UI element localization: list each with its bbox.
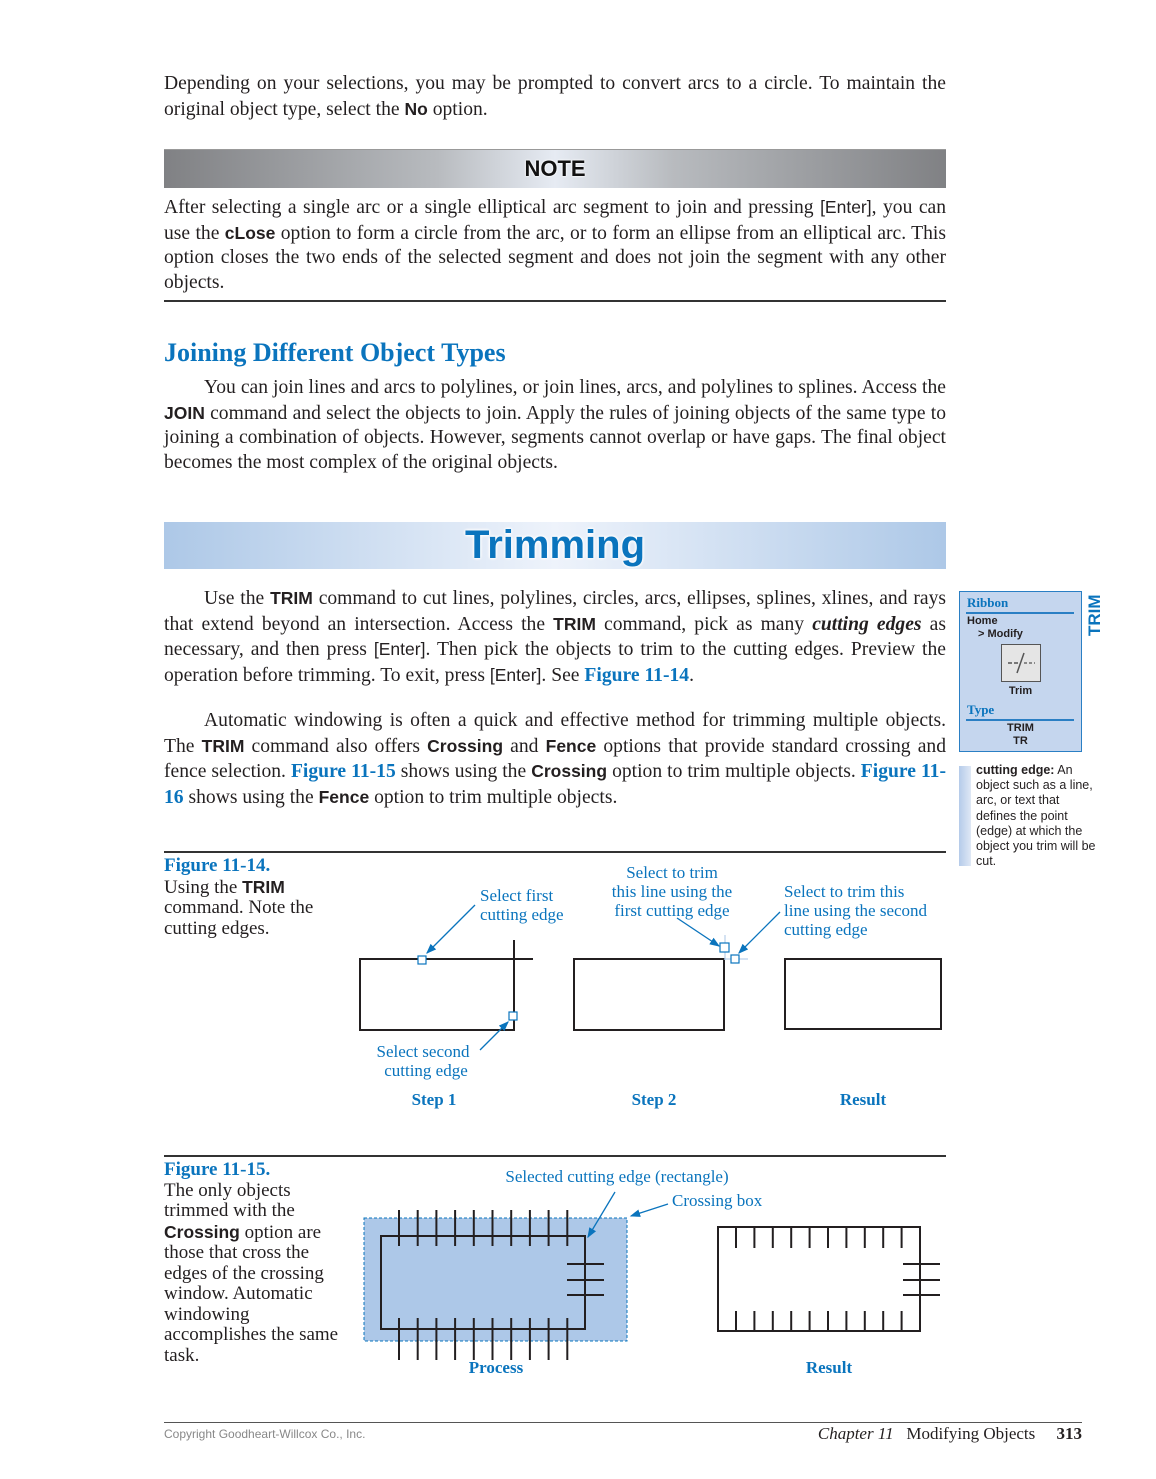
text-run: After selecting a single arc or a single elliptical arc segment to join and pressing <box>164 197 821 218</box>
text-run: Automatic windowing is often a quick and effective method for trimming multiple objects. The <box>164 710 946 757</box>
callout-crossing-box: Crossing box <box>672 1191 763 1210</box>
key-name: [Enter] <box>373 639 426 659</box>
step2-rectangle <box>574 959 724 1030</box>
command-name: TRIM <box>270 588 313 608</box>
page-number: 313 <box>1056 1424 1082 1443</box>
text-run: The only objects trimmed with the <box>164 1179 295 1221</box>
copyright: Copyright Goodheart-Willcox Co., Inc. <box>164 1427 366 1441</box>
text-run: , you can use the <box>164 197 947 244</box>
definition-text: An object such as a line, arc, or text that defines the point (edge) at which the object you trim will be cut. <box>976 763 1096 869</box>
text-run: Depending on your selections, you may be prompted to convert arcs to a circle. To maintain the original object type, select the <box>164 73 946 120</box>
ribbon-label: Ribbon <box>967 595 1009 610</box>
command-name: Fence <box>318 786 370 807</box>
text-run: as necessary, and then press <box>164 613 946 660</box>
callout-arrow <box>480 1022 508 1050</box>
text-run: . <box>689 664 694 686</box>
type-label: Type <box>967 702 995 717</box>
definition-term: cutting edge: <box>976 763 1055 777</box>
text-run: options that provide standard crossing and fence selection. <box>164 735 946 782</box>
pickbox <box>418 956 426 964</box>
figure-number: Figure 11-15. <box>164 1159 271 1180</box>
command-alias-trim: TRIM <box>1007 722 1034 734</box>
key-term: cutting edges <box>812 613 922 635</box>
ribbon-panel-modify: > Modify <box>978 628 1023 640</box>
text-run: shows using the <box>183 786 319 808</box>
text-run: Use the <box>204 588 271 609</box>
pickbox <box>720 943 729 952</box>
result-rectangle <box>718 1227 920 1331</box>
pickbox <box>731 955 739 963</box>
text-run: option to trim multiple objects. <box>369 786 618 808</box>
figure-link[interactable]: Figure 11-15 <box>290 761 396 782</box>
command-name: TRIM <box>242 876 285 897</box>
text-run: option are those that cross the edges of the crossing window. Automatic windowing accomplishes the same task. <box>164 1221 339 1366</box>
command-name: Fence <box>545 735 597 756</box>
callout-selected-cutting-edge: Selected cutting edge (rectangle) <box>505 1167 729 1186</box>
callout-arrow <box>677 918 719 946</box>
note-title: NOTE <box>524 156 586 181</box>
step1-label: Step 1 <box>411 1090 457 1109</box>
command-alias-tr: TR <box>1013 735 1028 747</box>
vertical-title-text: TRIM <box>1085 594 1104 636</box>
text-run: option to trim multiple objects. <box>607 761 861 782</box>
text-run: command also offers <box>244 735 428 757</box>
text-run: and <box>503 735 546 757</box>
command-name: JOIN <box>164 402 205 423</box>
figure-link[interactable]: Figure 11-14 <box>584 664 690 686</box>
callout-trim-second: Select to trim this line using the second cutting edge <box>784 882 928 939</box>
ribbon-tab-home: Home <box>967 615 998 627</box>
key-name: [Enter] <box>820 197 872 217</box>
command-name: TRIM <box>201 735 245 756</box>
step2-label: Step 2 <box>631 1090 677 1109</box>
section-heading-joining: Joining Different Object Types <box>164 338 506 367</box>
step1-rectangle <box>360 959 514 1030</box>
text-run: command. Note the cutting edges. <box>164 897 314 939</box>
text-run: shows using the <box>395 761 532 782</box>
callout-arrow <box>739 912 780 953</box>
text-run: . Then pick the objects to trim to the cutting edges. Preview the operation before trimming. To exit, press <box>164 639 946 686</box>
figure-link[interactable]: Figure 11-16 <box>164 761 946 808</box>
chapter-label: Chapter 11 <box>817 1424 894 1443</box>
callout-select-first: Select first cutting edge <box>480 886 564 924</box>
text-run: Using the <box>164 876 243 898</box>
result-rectangle <box>785 959 941 1029</box>
text-run: command, pick as many <box>595 613 813 635</box>
footer-divider <box>164 1422 1082 1423</box>
result-label: Result <box>839 1090 887 1109</box>
key-name: [Enter] <box>489 664 542 685</box>
figure-number: Figure 11-14. <box>164 855 271 876</box>
text-run: You can join lines and arcs to polylines, or join lines, arcs, and polylines to splines. Access the <box>204 377 946 398</box>
callout-trim-first: Select to trim this line using the first cutting edge <box>611 863 733 920</box>
figure-11-14 <box>360 863 941 1109</box>
command-name: TRIM <box>553 613 596 634</box>
trim-button-label: Trim <box>1008 685 1033 697</box>
text-run: option to form a circle from the arc, or to form an ellipse from an elliptical arc. This option closes the two ends of the selected segment and does not join the segment with any other objects. <box>164 222 946 293</box>
text-run: command and select the objects to join. Apply the rules of joining objects of the same type to joining a combination of objects. However, segments cannot overlap or have gaps. The final object becomes the most complex of the original objects. <box>164 402 946 473</box>
command-name: Crossing <box>531 761 608 781</box>
command-name: No <box>404 98 428 119</box>
text-run: command to cut lines, polylines, circles, arcs, ellipses, splines, xlines, and rays that extend beyond an intersection. Access the <box>164 588 946 635</box>
text-run: option. <box>427 98 488 120</box>
chapter-title: Modifying Objects <box>906 1424 1036 1443</box>
command-name: cLose <box>224 222 276 243</box>
callout-arrow <box>631 1204 668 1216</box>
figure-11-15 <box>364 1167 940 1377</box>
command-name: Crossing <box>164 1221 240 1242</box>
result-label: Result <box>805 1358 853 1377</box>
command-name: Crossing <box>427 735 504 756</box>
running-footer <box>818 1424 1082 1444</box>
callout-select-second: Select second cutting edge <box>376 1042 470 1080</box>
pickbox <box>509 1012 517 1020</box>
callout-arrow <box>427 905 475 953</box>
process-label: Process <box>468 1358 524 1377</box>
trimming-heading: Trimming <box>464 523 646 567</box>
text-run: . See <box>541 664 585 686</box>
